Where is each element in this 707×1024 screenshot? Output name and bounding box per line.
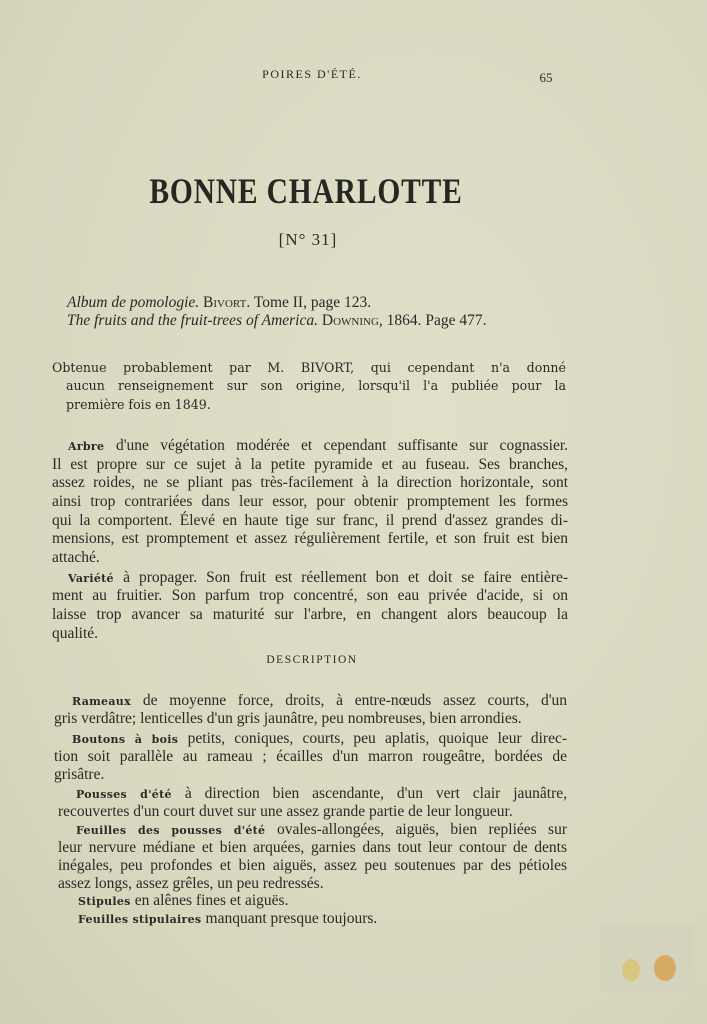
term-label: Feuilles des pousses d'été: [76, 824, 277, 837]
text-line: qualité.: [52, 625, 99, 642]
variety-number: [N° 31]: [278, 230, 338, 249]
text-line: mensions, est promptement et assez régulièrement fertile, et son fruit est bien: [52, 530, 568, 547]
text-line: gris verdâtre; lenticelles d'un gris jaunâtre, peu nombreuses, bien arrondies.: [54, 710, 522, 727]
page-title: BONNE CHARLOTTE: [149, 171, 463, 211]
reference: The fruits and the fruit-trees of America. Downing, 1864. Page 477.: [67, 312, 487, 329]
term-label: Arbre: [68, 440, 116, 453]
text-line: ment au fruitier. Son parfum trop concentré, son eau privée d'acide, si on: [52, 587, 568, 604]
fruit-thumbnail-image: [600, 925, 693, 992]
text-line: Stipules en alênes fines et aiguës.: [78, 892, 289, 909]
running-title: POIRES D'ÉTÉ.: [262, 67, 362, 81]
text-line: Arbre d'une végétation modérée et cependant suffisante sur cognassier.: [68, 437, 568, 454]
text-line: inégales, peu profondes et bien aiguës, assez peu soutenues par des pétioles: [58, 857, 567, 874]
text-line: Rameaux de moyenne force, droits, à entre-nœuds assez courts, d'un: [72, 692, 567, 709]
term-label: Boutons à bois: [72, 733, 188, 746]
text-line: Feuilles des pousses d'été ovales-allongées, aiguës, bien repliées sur: [76, 821, 567, 838]
term-label: Stipules: [78, 895, 135, 908]
text-line: leur nervure médiane et bien arquées, garnies dans tout leur contour de dents: [58, 839, 567, 856]
text-line: qui la comportent. Élevé en haute tige sur franc, il prend d'assez grandes di-: [52, 512, 568, 529]
term-label: Pousses d'été: [76, 788, 185, 801]
section-heading: DESCRIPTION: [266, 654, 358, 666]
text-line: Boutons à bois petits, coniques, courts, peu aplatis, quoique leur direc-: [72, 730, 567, 747]
term-label: Rameaux: [72, 695, 143, 708]
text-line: Obtenue probablement par M. BIVORT, qui cependant n'a donné: [52, 360, 566, 375]
text-line: attaché.: [52, 549, 100, 566]
text-line: laisse trop avancer sa maturité sur l'arbre, en changent alors beaucoup la: [52, 606, 568, 623]
text-line: Pousses d'été à direction bien ascendante, d'un vert clair jaunâtre,: [76, 785, 567, 802]
page-number: 65: [539, 70, 553, 85]
text-line: assez roides, ne se pliant pas très-facilement à la direction horizontale, sont: [52, 474, 568, 491]
text-line: aucun renseignement sur son origine, lorsqu'il l'a publiée pour la: [66, 378, 566, 393]
text-line: première fois en 1849.: [66, 397, 211, 412]
text-line: Variété à propager. Son fruit est réellement bon et doit se faire entière-: [68, 569, 568, 586]
text-line: recouvertes d'un court duvet sur une assez grande partie de leur longueur.: [58, 803, 513, 820]
text-line: tion soit parallèle au rameau ; écailles d'un marron rougeâtre, bordées de: [54, 748, 567, 765]
text-line: Il est propre sur ce sujet à la petite pyramide et au fuseau. Ses branches,: [52, 456, 568, 473]
reference: Album de pomologie. Bivort. Tome II, page 123.: [67, 294, 372, 311]
text-line: assez longs, assez grêles, un peu redressés.: [58, 875, 324, 892]
text-line: ainsi trop contrariées dans leur essor, pour obtenir promptement les formes: [52, 493, 568, 510]
text-line: Feuilles stipulaires manquant presque toujours.: [78, 910, 378, 927]
text-line: grisâtre.: [54, 766, 105, 783]
term-label: Feuilles stipulaires: [78, 913, 206, 926]
term-label: Variété: [68, 572, 124, 585]
